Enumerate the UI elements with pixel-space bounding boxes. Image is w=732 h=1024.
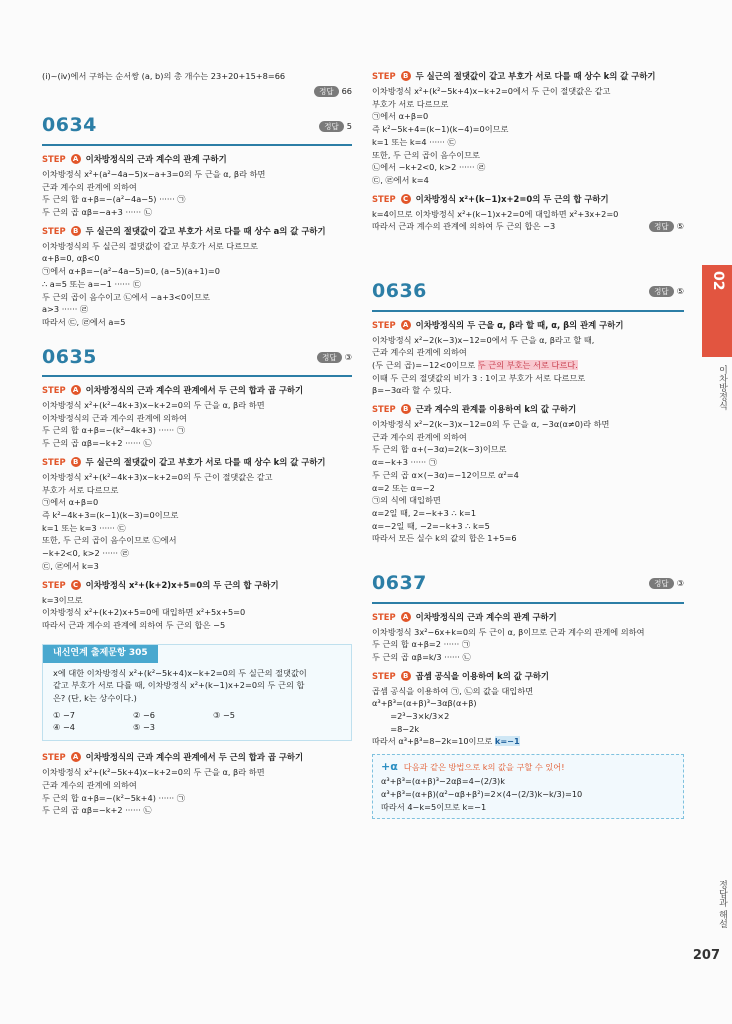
- step-letter: B: [71, 457, 81, 467]
- step-b-title: [372, 70, 684, 83]
- text-line: 부호가 서로 다르므로: [42, 484, 119, 495]
- text-line: α+β=0, αβ<0: [42, 253, 100, 264]
- step-c-title: [42, 579, 352, 592]
- plus-alpha-title: 다음과 같은 방법으로 k의 값을 구할 수 있어!: [403, 762, 565, 773]
- highlighted-text: 두 근의 부호는 서로 다르다.: [477, 359, 578, 370]
- text-line: 따라서 ㉢, ㉣에서 a=5: [42, 316, 126, 327]
- step-title: 이차방정식의 근과 계수의 관계에서 두 근의 합과 곱 구하기: [85, 752, 304, 763]
- problem-0634-header: [42, 111, 352, 145]
- step-letter: B: [401, 71, 411, 81]
- plus-alpha-header: [381, 758, 675, 775]
- answer-value: ⑤: [676, 286, 684, 297]
- text-line: ㉢, ㉣에서 k=4: [372, 174, 429, 185]
- step-letter: B: [401, 404, 411, 414]
- step-label: STEP: [42, 385, 66, 396]
- text-line: 따라서 근과 계수의 관계에 의하여 두 근의 합은 −5: [42, 619, 226, 630]
- step-a-title: [372, 319, 684, 332]
- text-line: α=2일 때, 2=−k+3 ∴ k=1: [372, 507, 477, 518]
- choice: ② −6: [133, 709, 156, 720]
- answer-badge: 정답: [649, 578, 674, 589]
- text-line: α³+β³=(α+β)(α²−αβ+β²)=2×(4−(2/3)k−k/3)=10: [381, 788, 583, 799]
- step-letter: C: [71, 580, 81, 590]
- problem-number: 0634: [42, 114, 97, 137]
- problem-number: 0636: [372, 280, 427, 303]
- step-a-title: [42, 153, 352, 166]
- text-line: =2³−3×k/3×2: [372, 711, 450, 722]
- text-line: 이차방정식 3x²−6x+k=0의 두 근이 α, β이므로 근과 계수의 관계에 의하여: [372, 626, 645, 637]
- problem-0637-header: [372, 569, 684, 603]
- answer-value: ⑤: [676, 221, 684, 232]
- text-line: 이때 두 근의 절댓값의 비가 3 : 1이고 부호가 서로 다르므로: [372, 372, 586, 383]
- step-label: STEP: [42, 225, 66, 236]
- text-line: 이차방정식 x²+(k²−5k+4)x−k+2=0의 두 근을 α, β라 하면: [42, 767, 265, 778]
- step-title: 곱셈 공식을 이용하여 k의 값 구하기: [415, 670, 550, 681]
- text-line: 두 근의 곱 αβ=−a+3 ······ ㉡: [42, 206, 152, 217]
- highlighted-answer: k=−1: [494, 736, 520, 747]
- text-line: k=1 또는 k=3 ······ ㉢: [42, 522, 126, 533]
- problem-number: 0637: [372, 572, 427, 595]
- step-letter: A: [401, 320, 411, 330]
- text-line: ㉠에서 α+β=−(a²−4a−5)=0, (a−5)(a+1)=0: [42, 266, 220, 277]
- text-line: 이차방정식 x²+(k²−5k+4)x−k+2=0에서 두 근이 절댓값은 같고: [372, 86, 611, 97]
- step-title: 두 실근의 절댓값이 같고 부호가 서로 다를 때 상수 k의 값 구하기: [415, 71, 656, 81]
- choice: ④ −4: [53, 722, 76, 733]
- text-line: 이차방정식 x²+(k+2)x+5=0에 대입하면 x²+5x+5=0: [42, 607, 246, 618]
- step-letter: A: [71, 752, 81, 762]
- question-line: x에 대한 이차방정식 x²+(k²−5k+4)x−k+2=0의 두 실근의 절댓값이: [53, 667, 307, 678]
- step-a-title: [372, 611, 684, 624]
- problem-answer: [649, 577, 684, 590]
- text-line: =8−2k: [372, 723, 420, 734]
- text-line: ㉠의 식에 대입하면: [372, 495, 441, 506]
- step-title: 이차방정식 x²+(k+2)x+5=0의 두 근의 합 구하기: [85, 579, 279, 590]
- text-line: 이차방정식 x²+(k²−4k+3)x−k+2=0의 두 근이 절댓값은 같고: [42, 471, 273, 482]
- chapter-title: 이차방정식: [717, 365, 727, 410]
- text-line: 부호가 서로 다르므로: [372, 98, 449, 109]
- step-letter: A: [71, 154, 81, 164]
- text-line: 두 근의 합 α+(−3α)=2(k−3)이므로: [372, 444, 507, 455]
- step-label: STEP: [42, 752, 66, 763]
- choice: ① −7: [53, 709, 76, 720]
- step-title: 두 실근의 절댓값이 같고 부호가 서로 다를 때 상수 a의 값 구하기: [85, 225, 326, 236]
- answer-badge: 정답: [317, 352, 342, 363]
- text-line: 두 근의 합 α+β=−(k²−4k+3) ······ ㉠: [42, 425, 185, 436]
- right-column: [372, 70, 684, 819]
- text-line: 즉 k²−4k+3=(k−1)(k−3)=0이므로: [42, 510, 179, 520]
- text-line: 근과 계수의 관계에 의하여: [372, 347, 467, 358]
- text-line: α=−k+3 ······ ㉠: [372, 457, 437, 468]
- answer-badge: 정답: [649, 221, 674, 232]
- problem-answer: [319, 120, 352, 133]
- intro-answer: [42, 85, 352, 98]
- text: 따라서 α³+β³=8−2k=10이므로: [372, 736, 495, 747]
- answer-value: ③: [344, 351, 352, 362]
- text-line: α³+β³=(α+β)³−2αβ=4−(2/3)k: [381, 776, 505, 787]
- answer-value: 66: [341, 85, 352, 96]
- text-line: k=4이므로 이차방정식 x²+(k−1)x+2=0에 대입하면 x²+3x+2=0: [372, 208, 619, 219]
- step-label: STEP: [372, 404, 396, 415]
- text-line: 두 근의 곱이 음수이고 ㉡에서 −a+3<0이므로: [42, 291, 210, 302]
- step-title: 근과 계수의 관계를 이용하여 k의 값 구하기: [415, 404, 577, 415]
- problem-0635-header: [42, 343, 352, 377]
- step-label: STEP: [372, 319, 396, 330]
- step-title: 이차방정식의 근과 계수의 관계 구하기: [85, 153, 227, 164]
- step-label: STEP: [372, 611, 396, 622]
- text-line: 또한, 두 근의 곱이 음수이므로: [372, 149, 480, 160]
- choice: ③ −5: [213, 709, 236, 720]
- step-title: 이차방정식의 근과 계수의 관계에서 두 근의 합과 곱 구하기: [85, 385, 304, 396]
- text-line: α=−2일 때, −2=−k+3 ∴ k=5: [372, 520, 490, 531]
- problem-number: 0635: [42, 345, 97, 368]
- text-line: 두 근의 곱 αβ=−k+2 ······ ㉡: [42, 438, 152, 449]
- text-line: ∴ a=5 또는 a=−1 ······ ㉢: [42, 278, 141, 289]
- section-title: 정답과 해설: [717, 880, 727, 928]
- text-line: 이차방정식의 두 실근의 절댓값이 같고 부호가 서로 다르므로: [42, 240, 258, 251]
- plus-alpha-icon: +α: [381, 760, 398, 774]
- text-line: [372, 359, 684, 372]
- step-letter: A: [71, 385, 81, 395]
- problem-0636-header: [372, 277, 684, 311]
- problem-answer: [649, 285, 684, 298]
- text-line: 근과 계수의 관계에 의하여: [42, 181, 137, 192]
- text-line: [372, 735, 684, 748]
- text-line: 이차방정식 x²+(a²−4a−5)x−a+3=0의 두 근을 α, β라 하면: [42, 168, 266, 179]
- choices: [53, 709, 341, 734]
- step-title: 이차방정식의 두 근을 α, β라 할 때, α, β의 관계 구하기: [415, 319, 624, 330]
- step-a-title: [42, 751, 352, 764]
- plus-alpha-box: [372, 754, 684, 819]
- chapter-number: 02: [709, 271, 726, 291]
- text-line: 두 근의 곱 αβ=−k+2 ······ ㉡: [42, 805, 152, 816]
- text-line: 두 근의 합 α+β=2 ······ ㉠: [372, 639, 471, 650]
- answer-badge: 정답: [319, 121, 344, 132]
- text: 따라서 근과 계수의 관계에 의하여 두 근의 합은 −3: [372, 221, 556, 232]
- answer-badge: 정답: [649, 286, 674, 297]
- step-c-title: [372, 193, 684, 206]
- step-letter: C: [401, 194, 411, 204]
- answer-badge: 정답: [314, 86, 339, 97]
- intro-line: (ⅰ)~(ⅳ)에서 구하는 순서쌍 (a, b)의 총 개수는 23+20+15+8=66: [42, 71, 286, 81]
- text-line: a>3 ······ ㉣: [42, 304, 89, 315]
- text: (두 근의 곱)=−12<0이므로: [372, 359, 478, 370]
- step-label: STEP: [372, 193, 396, 204]
- step-a-title: [42, 384, 352, 397]
- step-letter: B: [71, 226, 81, 236]
- chapter-tab: [702, 265, 732, 357]
- step-label: STEP: [42, 579, 66, 590]
- text-line: 이차방정식 x²−2(k−3)x−12=0에서 두 근을 α, β라고 할 때,: [372, 334, 595, 345]
- step-label: STEP: [372, 670, 396, 681]
- step-b-title: [42, 456, 352, 469]
- text-line: α=2 또는 α=−2: [372, 482, 435, 493]
- step-title: 이차방정식의 근과 계수의 관계 구하기: [415, 611, 557, 622]
- answer-value: ③: [676, 578, 684, 589]
- text-line: 이차방정식 x²+(k²−4k+3)x−k+2=0의 두 근을 α, β라 하면: [42, 400, 265, 411]
- text-line: 근과 계수의 관계에 의하여: [42, 779, 137, 790]
- text-line: α³+β³=(α+β)³−3αβ(α+β): [372, 698, 477, 709]
- text-line: 즉 k²−5k+4=(k−1)(k−4)=0이므로: [372, 124, 509, 135]
- text-line: k=1 또는 k=4 ······ ㉢: [372, 136, 456, 147]
- text-line: ㉡에서 −k+2<0, k>2 ······ ㉣: [372, 162, 486, 173]
- question-line: 같고 부호가 서로 다를 때, 이차방정식 x²+(k−1)x+2=0의 두 근의 합: [53, 680, 305, 691]
- linked-problem-box: [42, 644, 352, 741]
- step-title: 두 실근의 절댓값이 같고 부호가 서로 다를 때 상수 k의 값 구하기: [85, 456, 326, 467]
- text-line: ㉠에서 α+β=0: [42, 497, 99, 508]
- linked-problem-title: 내신연계 출제문항 305: [43, 645, 158, 663]
- step-b-title: [42, 225, 352, 238]
- text-line: 두 근의 합 α+β=−(k²−5k+4) ······ ㉠: [42, 792, 185, 803]
- text-line: β=−3α라 할 수 있다.: [372, 385, 452, 396]
- answer: [649, 220, 684, 233]
- step-label: STEP: [372, 71, 396, 81]
- text-line: 두 근의 곱 αβ=k/3 ······ ㉡: [372, 651, 471, 662]
- text-line: 곱셈 공식을 이용하여 ㉠, ㉡의 값을 대입하면: [372, 685, 534, 696]
- step-title: 이차방정식 x²+(k−1)x+2=0의 두 근의 합 구하기: [415, 193, 609, 204]
- text-line: 이차방정식 x²−2(k−3)x−12=0의 두 근을 α, −3α(α≠0)라 하면: [372, 419, 610, 430]
- text-line: 따라서 4−k=5이므로 k=−1: [381, 801, 487, 812]
- step-letter: B: [401, 671, 411, 681]
- step-b-title: [372, 403, 684, 416]
- text-line: 근과 계수의 관계에 의하여: [372, 431, 467, 442]
- step-label: STEP: [42, 456, 66, 467]
- text-line: 또한, 두 근의 곱이 음수이므로 ㉡에서: [42, 535, 177, 546]
- text-line: 두 근의 합 α+β=−(a²−4a−5) ······ ㉠: [42, 194, 186, 205]
- text-line: ㉢, ㉣에서 k=3: [42, 560, 99, 571]
- text-line: k=3이므로: [42, 594, 83, 605]
- question-line: 은? (단, k는 상수이다.): [53, 692, 137, 703]
- text-line: −k+2<0, k>2 ······ ㉣: [42, 548, 129, 559]
- text-line: ㉠에서 α+β=0: [372, 111, 429, 122]
- answer-value: 5: [346, 120, 352, 131]
- step-letter: A: [401, 612, 411, 622]
- choice: ⑤ −3: [133, 722, 156, 733]
- page-number: 207: [692, 948, 720, 963]
- problem-answer: [317, 351, 352, 364]
- text-line: 두 근의 곱 α×(−3α)=−12이므로 α²=4: [372, 469, 519, 480]
- left-column: [42, 70, 352, 817]
- step-label: STEP: [42, 153, 66, 164]
- step-b-title: [372, 670, 684, 683]
- text-line: [372, 220, 684, 233]
- text-line: 따라서 모든 실수 k의 값의 합은 1+5=6: [372, 533, 517, 544]
- text-line: 이차방정식의 근과 계수의 관계에 의하여: [42, 412, 187, 423]
